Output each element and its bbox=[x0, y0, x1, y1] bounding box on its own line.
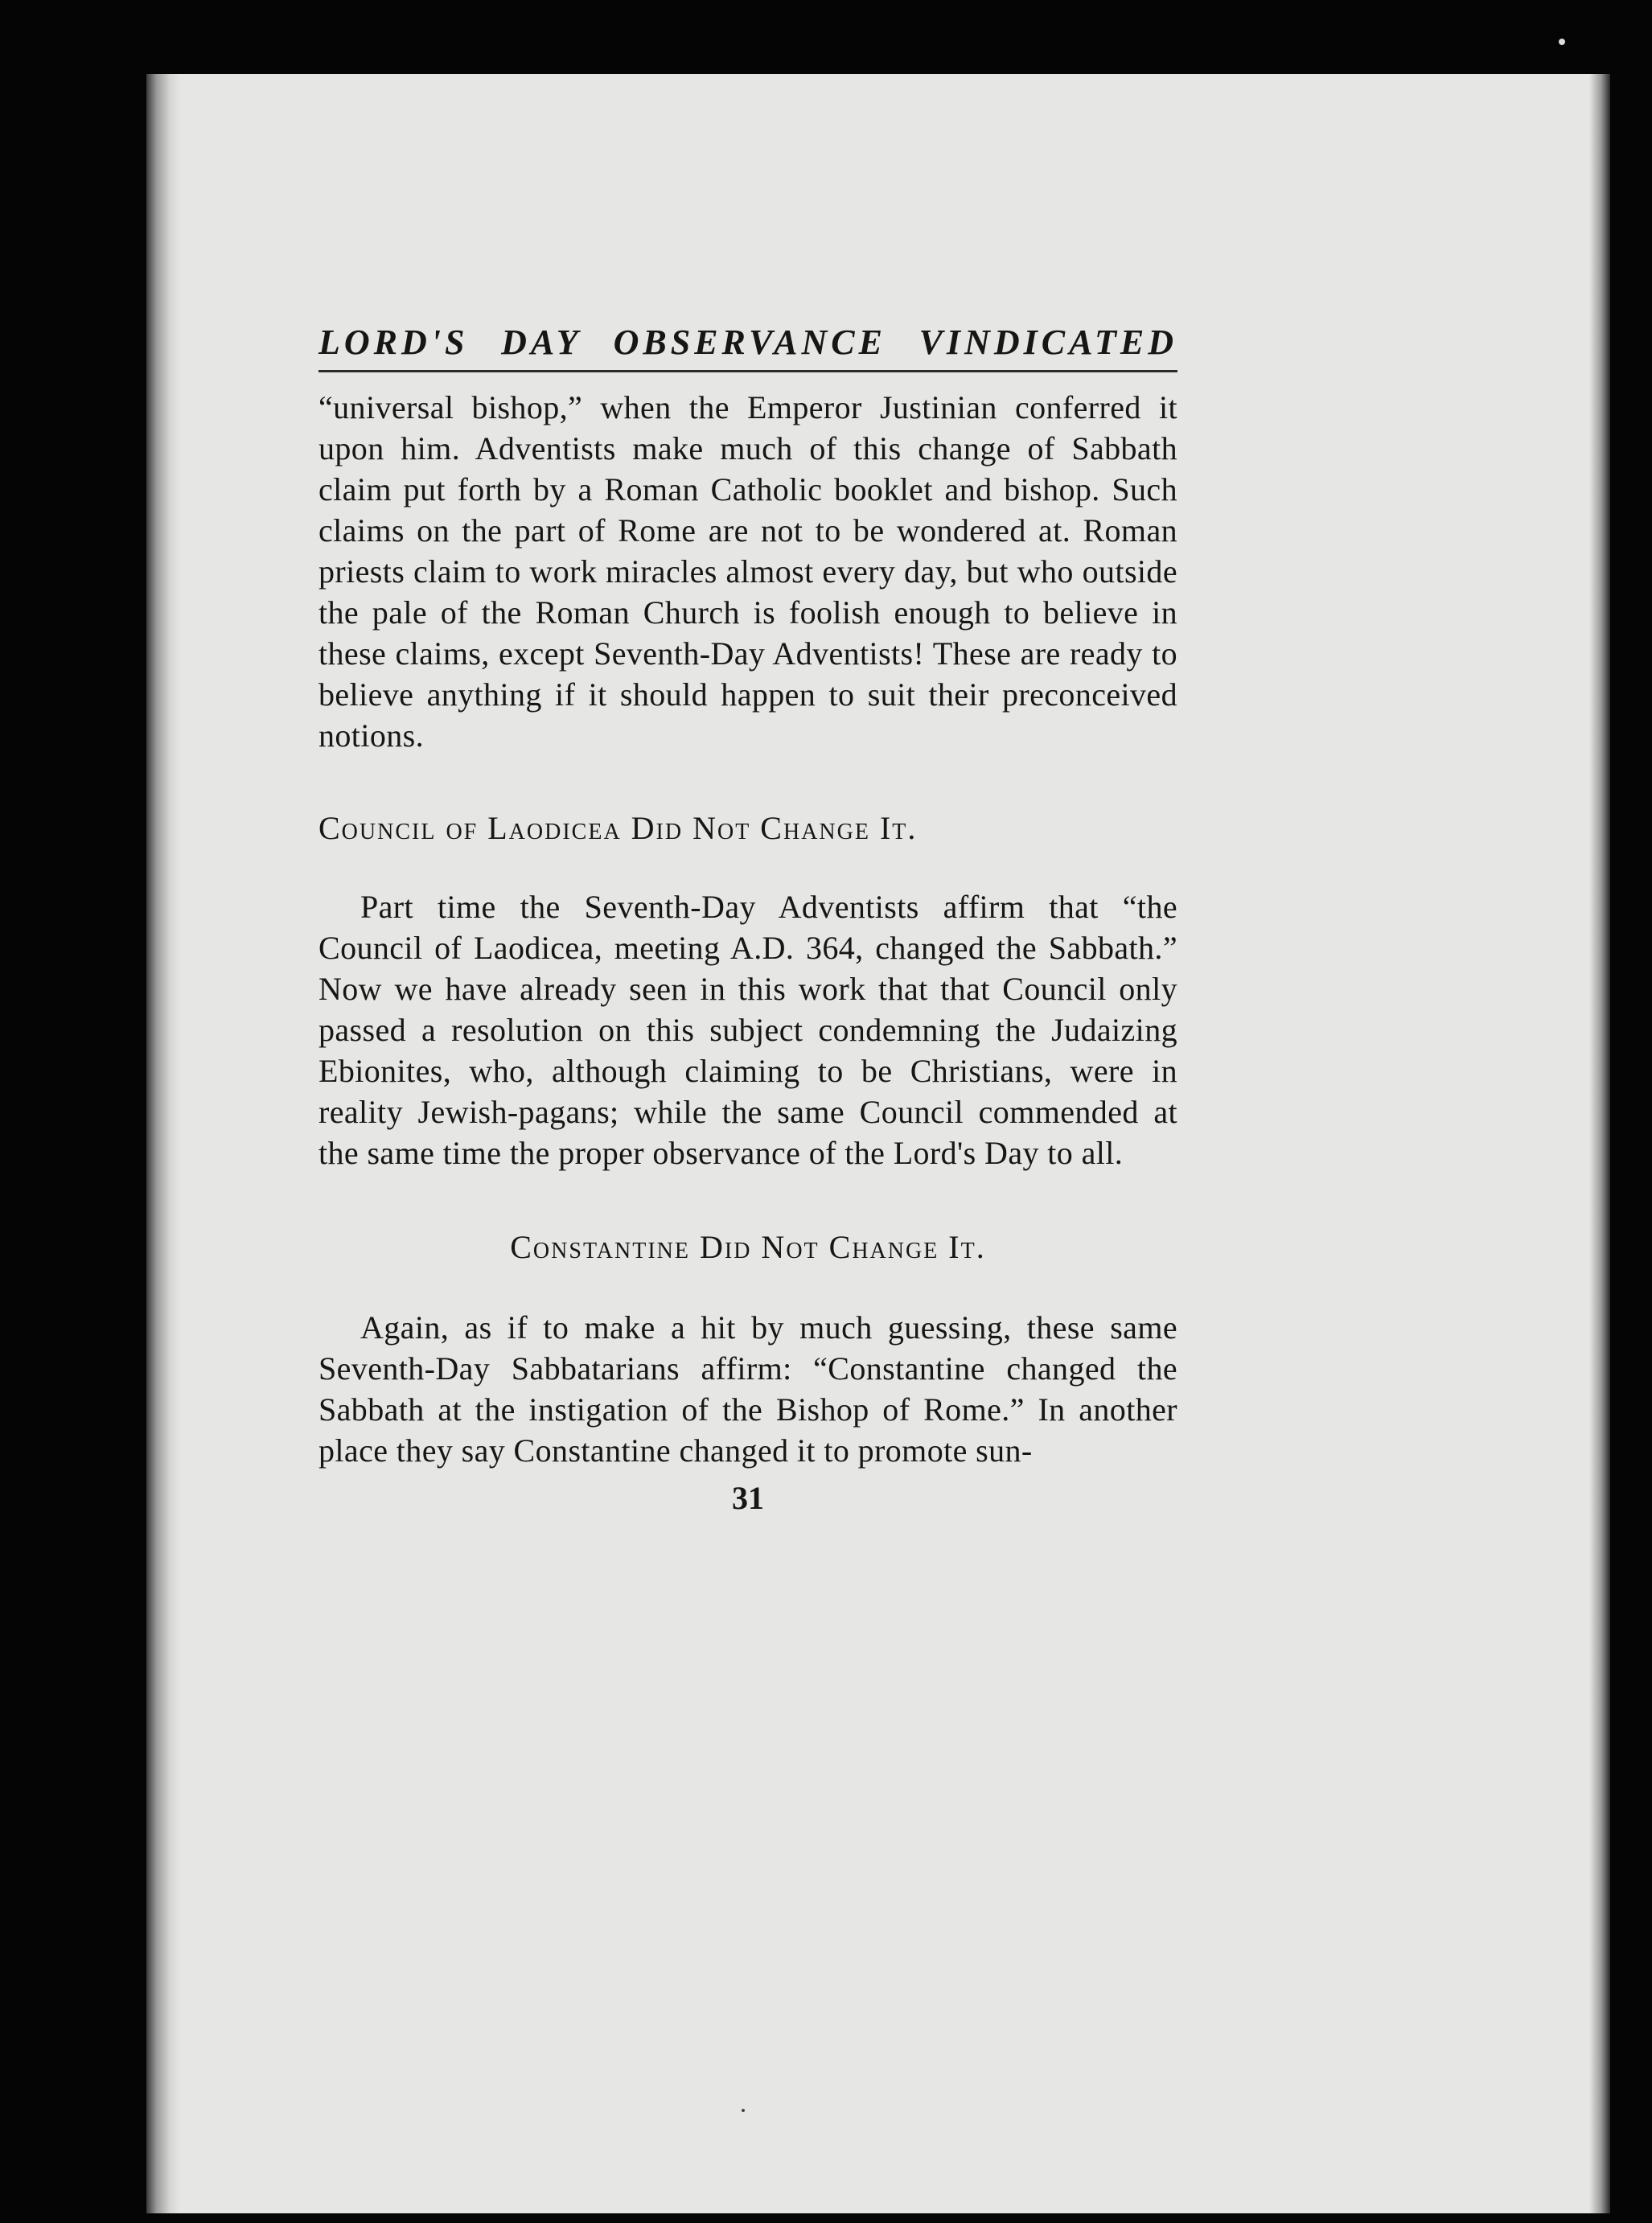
speck bbox=[1559, 39, 1565, 45]
paragraph-constantine: Again, as if to make a hit by much guessing, these same Seventh-Day Sabbatarians affirm: “Constantine changed the Sabbath at the instigation of the Bishop of Rome.” In another place they say Constantine changed it to promote sun- bbox=[318, 1309, 1177, 1469]
text-block bbox=[318, 322, 1177, 1519]
running-head-rule bbox=[318, 370, 1177, 372]
speck bbox=[742, 2109, 745, 2112]
paragraph-continued: “universal bishop,” when the Emperor Justinian conferred it upon him. Adventists make much of this change of Sabbath claim put forth by a Roman Catholic booklet and bishop. Such claims on the part of Rome are not to be wondered at. Roman priests claim to work miracles almost every day, but who outside the pale of the Roman Church is foolish enough to believe in these claims, except Seventh-Day Adventists! These are ready to believe anything if it should happen to suit their preconceived notions. bbox=[318, 389, 1177, 754]
page-edge-shadow bbox=[1589, 74, 1610, 2213]
section-heading-constantine: Constantine Did Not Change It. bbox=[510, 1229, 986, 1265]
page-number: 31 bbox=[732, 1480, 764, 1516]
spine-shadow bbox=[146, 74, 180, 2213]
paragraph-laodicea: Part time the Seventh-Day Adventists affirm that “the Council of Laodicea, meeting A.D. 364, changed the Sabbath.” Now we have already seen in this work that that Council only passed a resolution on this subject condemning the Judaizing Ebionites, who, although claiming to be Christians, were in reality Jewish-pagans; while the same Council commended at the same time the proper observance of the Lord's Day to all. bbox=[318, 889, 1177, 1171]
running-head: LORD'S DAY OBSERVANCE VINDICATED bbox=[318, 323, 1177, 362]
book-page bbox=[146, 74, 1610, 2213]
section-heading-laodicea: Council of Laodicea Did Not Change It. bbox=[318, 810, 918, 846]
